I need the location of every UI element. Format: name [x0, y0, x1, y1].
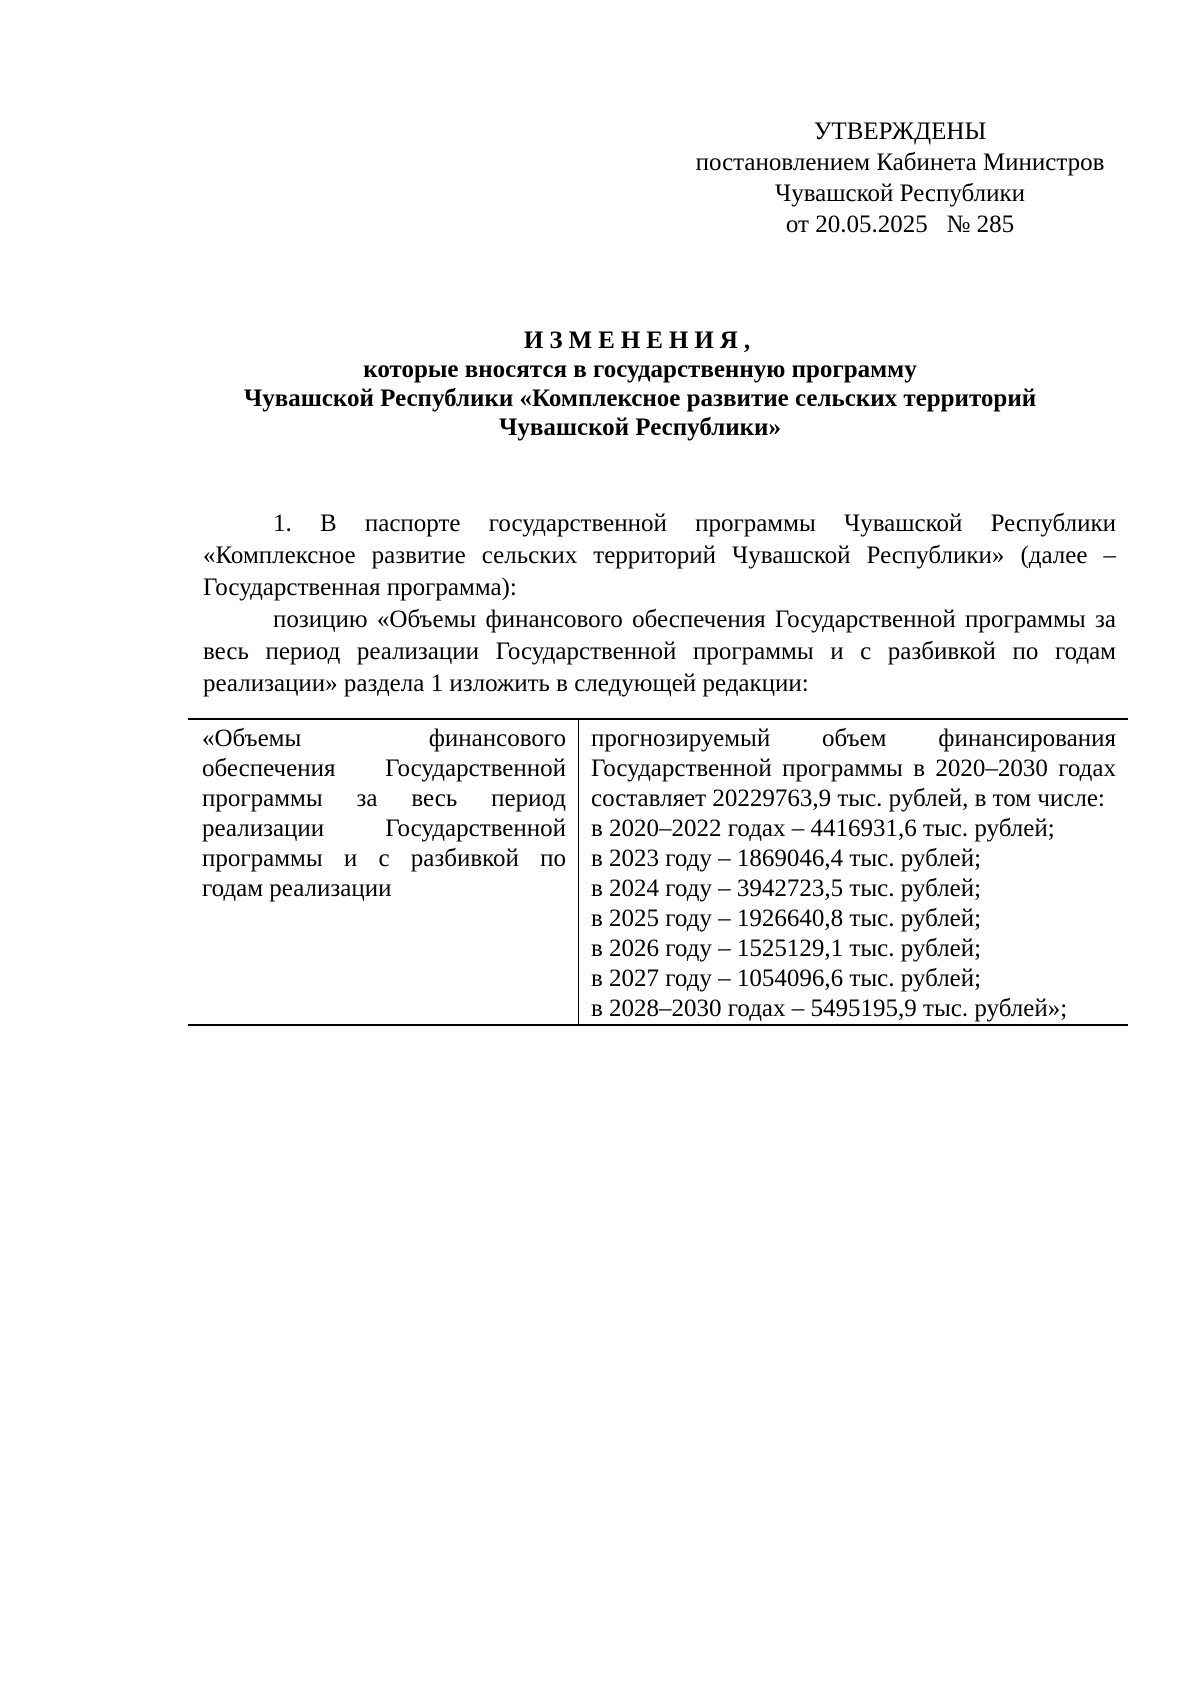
heading-line-3: Чувашской Республики»	[499, 414, 781, 441]
paragraph-1: 1. В паспорте государственной программы Чувашской Республики «Комплексное развитие сельских территорий Чувашской Республики» (далее – Государственная программа):	[203, 510, 1116, 601]
approval-line-2: Чувашской Республики	[774, 180, 1026, 207]
body-text	[203, 508, 1116, 700]
financing-line: в 2027 году – 1054096,6 тыс. рублей;	[591, 965, 982, 992]
table-row	[188, 719, 1128, 1025]
table-cell-right	[579, 719, 1129, 1025]
financing-line: в 2025 году – 1926640,8 тыс. рублей;	[591, 905, 982, 932]
approval-date: от 20.05.2025 № 285	[785, 211, 1015, 238]
paragraph-2: позицию «Объемы финансового обеспечения Государственной программы за весь период реализации Государственной программы и с разбивкой по годам реализации» раздела 1 изложить в следующей редакции:	[203, 606, 1116, 697]
financing-line: в 2020–2022 годах – 4416931,6 тыс. рублей;	[591, 815, 1055, 842]
financing-intro: прогнозируемый объем финансирования Государственной программы в 2020–2030 годах составляет 20229763,9 тыс. рублей, в том числе:	[591, 725, 1116, 812]
approval-block	[690, 116, 1110, 240]
approval-line-1: постановлением Кабинета Министров	[695, 149, 1105, 176]
heading-line-1: которые вносятся в государственную программу	[363, 356, 917, 383]
approval-title: УТВЕРЖДЕНЫ	[813, 118, 987, 145]
heading-main: ИЗМЕНЕНИЯ,	[523, 327, 757, 354]
financing-line: в 2024 году – 3942723,5 тыс. рублей;	[591, 875, 982, 902]
document-heading	[190, 326, 1090, 442]
table-cell-left: «Объемы финансового обеспечения Государственной программы за весь период реализации Государственной программы и с разбивкой по годам реализации	[188, 719, 579, 1025]
financing-line: в 2023 году – 1869046,4 тыс. рублей;	[591, 845, 982, 872]
heading-line-2: Чувашской Республики «Комплексное развитие сельских территорий	[243, 385, 1037, 412]
financing-line: в 2026 году – 1525129,1 тыс. рублей;	[591, 935, 982, 962]
financing-table	[188, 718, 1128, 1026]
financing-line: в 2028–2030 годах – 5495195,9 тыс. рублей»;	[591, 995, 1068, 1022]
